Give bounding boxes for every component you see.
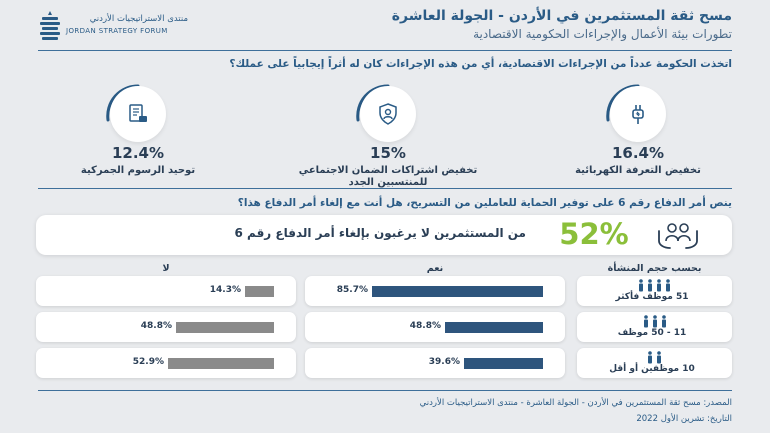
measure-icon-circle [360,86,416,142]
people-icon [637,315,673,328]
no-value: 48.8% [140,321,172,331]
yes-cell [305,312,565,342]
size-label: 51 موظف فأكثر [615,292,689,302]
electric-plug-icon [626,102,650,126]
jsf-logo-mark-icon [38,10,62,42]
measure-value: 15% [370,144,406,162]
footer-divider [38,390,732,391]
no-value: 52.9% [132,357,164,367]
measure-label: تخفيض اشتراكات الضمان الاجتماعي للمنتسبين الجدد [298,165,478,188]
no-cell [36,276,296,306]
people-icon [637,279,673,292]
logo-arabic-text: منتدى الاستراتيجيات الأردني [89,14,188,24]
protected-workers-icon [656,219,700,251]
measure-electricity [550,86,750,176]
column-header-yes: نعم [426,263,444,274]
no-bar [176,322,274,333]
result-banner [36,215,732,255]
column-header-size: بحسب حجم المنشأة [607,263,702,274]
logo-english-text: JORDAN STRATEGY FORUM [66,27,168,35]
source-note: المصدر: مسح ثقة المستثمرين في الأردن - الجولة العاشرة - منتدى الاستراتيجيات الأردني [419,398,732,408]
yes-value: 39.6% [428,357,460,367]
no-value: 14.3% [209,285,241,295]
page-subtitle: تطورات بيئة الأعمال والإجراءات الحكومية الاقتصادية [473,27,732,41]
measure-value: 16.4% [611,144,665,162]
shield-person-icon [376,102,400,126]
question-2: ينص أمر الدفاع رقم 6 على توفير الحماية للعاملين من التسريح، هل أنت مع إلغاء أمر الدفاع هذا؟ [237,197,732,209]
yes-cell [305,276,565,306]
column-header-no: لا [162,263,170,274]
size-cell [577,276,732,306]
no-bar [168,358,274,369]
banner-text: من المستثمرين لا يرغبون بإلغاء أمر الدفاع رقم 6 [234,226,526,240]
size-cell [577,312,732,342]
yes-bar [464,358,543,369]
date-note: التاريخ: تشرين الأول 2022 [636,414,732,424]
measure-icon-circle [110,86,166,142]
measure-label: تخفيض التعرفة الكهربائية [575,165,701,176]
question-1: اتخذت الحكومة عدداً من الإجراءات الاقتصادية، أي من هذه الإجراءات كان له أثراً إيجابياً على عملك؟ [229,58,732,70]
size-label: 11 - 50 موظف [617,328,687,338]
yes-cell [305,348,565,378]
no-bar [245,286,274,297]
yes-bar [445,322,543,333]
size-cell [577,348,732,378]
people-icon [637,351,673,364]
yes-bar [372,286,543,297]
size-label: 10 موظفين أو أقل [609,364,695,374]
page-title: مسح ثقة المستثمرين في الأردن - الجولة العاشرة [391,8,732,24]
measure-label: توحيد الرسوم الجمركية [80,165,196,176]
header-divider [38,50,732,51]
measure-icon-circle [610,86,666,142]
section-divider [38,188,732,189]
yes-value: 85.7% [336,285,368,295]
jsf-logo [38,10,188,42]
no-cell [36,348,296,378]
customs-document-icon [126,102,150,126]
measure-value: 12.4% [111,144,165,162]
no-cell [36,312,296,342]
yes-value: 48.8% [409,321,441,331]
banner-percent: 52% [559,217,629,251]
measure-social-security [298,86,500,188]
measure-customs [50,86,250,176]
